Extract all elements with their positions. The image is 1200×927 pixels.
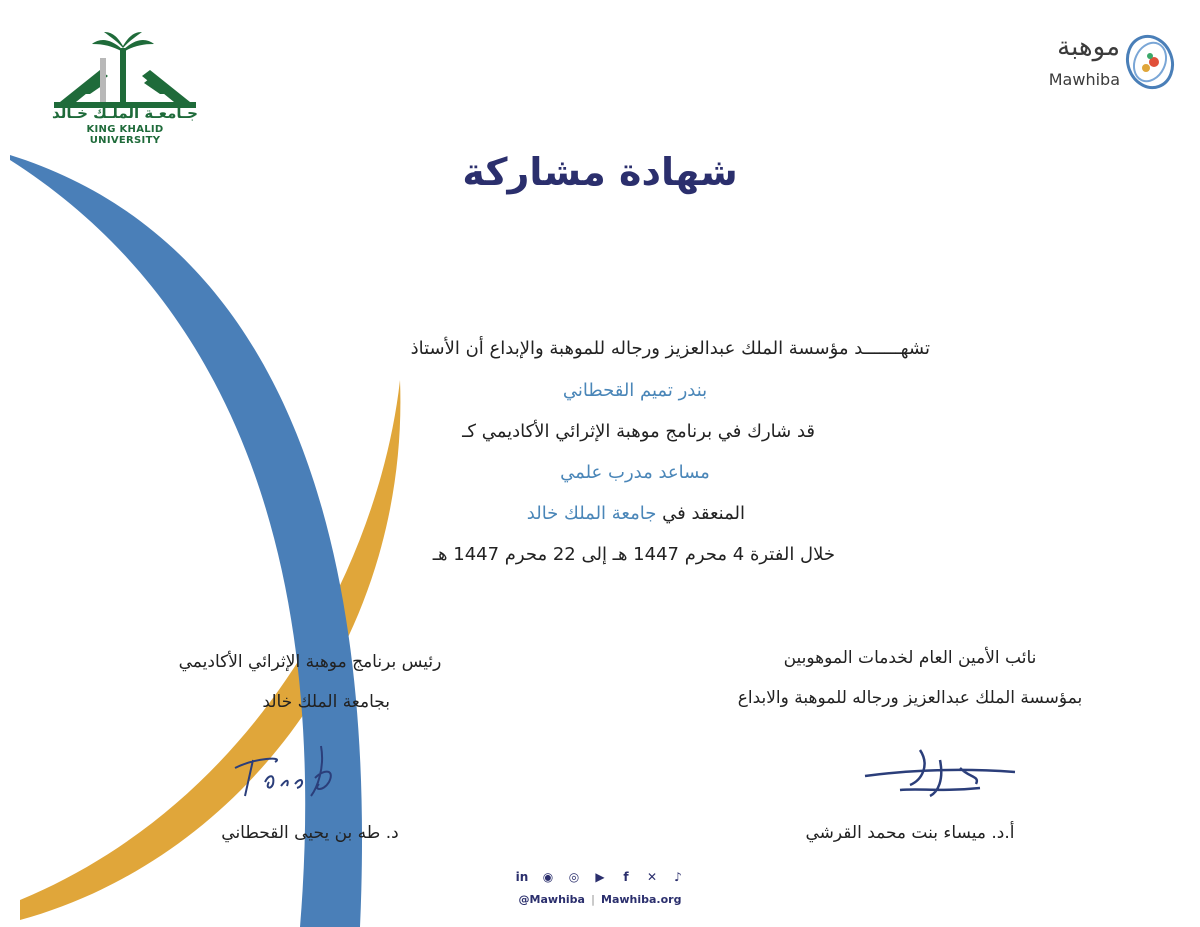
left-signatory-title-1: رئيس برنامج موهبة الإثرائي الأكاديمي — [178, 652, 442, 672]
right-signature — [860, 740, 1020, 810]
recipient-role: مساعد مدرب علمي — [560, 462, 710, 483]
right-signatory-title-1: نائب الأمين العام لخدمات الموهوبين — [783, 648, 1037, 668]
website-link[interactable]: Mawhiba.org — [601, 893, 682, 906]
venue-name: جامعة الملك خالد — [526, 503, 657, 524]
tiktok-icon[interactable]: ♪ — [674, 870, 682, 884]
venue-line — [345, 503, 745, 524]
social-icons — [500, 868, 700, 890]
recipient-name: بندر تميم القحطاني — [562, 380, 708, 401]
mawhiba-emblem-icon — [1120, 30, 1180, 92]
mawhiba-name-arabic: موهبة — [1057, 32, 1120, 62]
university-name-english: KING KHALID UNIVERSITY — [86, 124, 164, 146]
university-name-arabic: جـامعـة الملـك خـالد — [52, 104, 198, 122]
right-signatory-title-2: بمؤسسة الملك عبدالعزيز ورجاله للموهبة والابداع — [737, 688, 1083, 708]
right-signatory-name: أ.د. ميساء بنت محمد القرشي — [805, 823, 1015, 843]
facebook-icon[interactable]: f — [623, 870, 629, 884]
snapchat-icon[interactable]: ◉ — [542, 870, 554, 884]
left-signature — [225, 738, 365, 808]
instagram-icon[interactable]: ◎ — [568, 870, 580, 884]
certificate-intro: تشهـــــــد مؤسسة الملك عبدالعزيز ورجاله للموهبة والإبداع أن الأستاذ — [410, 338, 930, 359]
certificate-title: شهادة مشاركة — [462, 150, 738, 194]
social-handle: @Mawhiba — [518, 893, 585, 906]
left-signatory-title-2: بجامعة الملك خالد — [262, 692, 390, 712]
participation-line: قد شارك في برنامج موهبة الإثرائي الأكاديمي كـ — [462, 421, 815, 442]
youtube-icon[interactable]: ▶ — [595, 870, 605, 884]
x-icon[interactable]: ✕ — [646, 870, 658, 884]
linkedin-icon[interactable]: in — [515, 870, 529, 884]
venue-prefix: المنعقد في — [662, 503, 745, 524]
mawhiba-name-english: Mawhiba — [1048, 70, 1120, 89]
footer-links: @Mawhiba | Mawhiba.org — [518, 893, 682, 906]
period-line: خلال الفترة 4 محرم 1447 هـ إلى 22 محرم 1447 هـ — [432, 544, 835, 565]
left-signatory-name: د. طه بن يحيى القحطاني — [221, 823, 399, 843]
